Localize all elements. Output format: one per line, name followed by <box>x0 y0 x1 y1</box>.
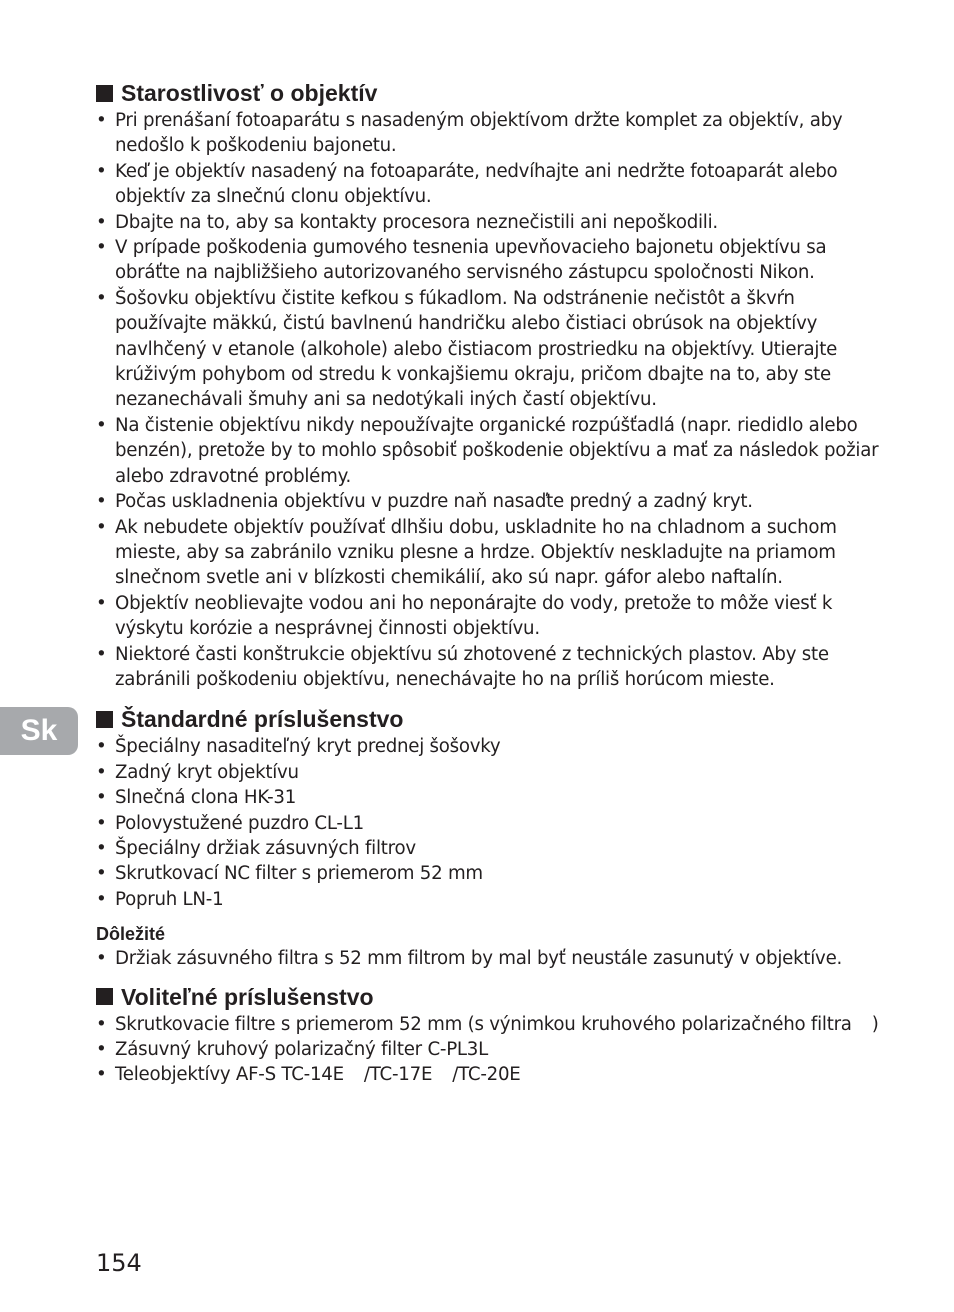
list-item-text-end: ) <box>871 1013 879 1035</box>
list-item: • Slnečná clona HK-31 <box>96 785 886 810</box>
list-item <box>96 1037 886 1062</box>
list-item: • Skrutkovací NC filter s priemerom 52 mm <box>96 861 886 886</box>
important-note-title: Dôležité <box>96 924 166 945</box>
list-item: • Špeciálny držiak zásuvných filtrov <box>96 836 886 861</box>
list-item: • Objektív neoblievajte vodou ani ho neponárajte do vody, pretože to môže viesť k výskytu korózie a nesprávnej činnosti objektívu. <box>96 591 886 642</box>
language-tab: Sk <box>0 707 78 755</box>
list-item <box>96 1062 886 1087</box>
section-title-text: Starostlivosť o objektív <box>121 80 378 106</box>
important-note-list <box>96 946 886 971</box>
list-item: • Pri prenášaní fotoaparátu s nasadeným objektívom držte komplet za objektív, aby nedošlo k poškodeniu bajonetu. <box>96 108 886 159</box>
care-list <box>96 108 886 692</box>
list-item: • Popruh LN-1 <box>96 887 886 912</box>
list-item: • Počas uskladnenia objektívu v puzdre naň nasaďte predný a zadný kryt. <box>96 489 886 514</box>
list-item-text: Skrutkovacie filtre s priemerom 52 mm (s výnimkou kruhového polarizačného filtra <box>115 1013 852 1035</box>
standard-accessories-list <box>96 734 886 912</box>
list-item <box>96 1012 886 1037</box>
list-item: • Ak nebudete objektív používať dlhšiu dobu, uskladnite ho na chladnom a suchom mieste, aby sa zabránilo vzniku plesne a hrdze. Objektív neskladujte na priamom slnečnom svetle ani v blízkosti chemikálií, ako sú napr. gáfor alebo naftalín. <box>96 515 886 591</box>
section-title-standard-accessories <box>96 704 886 734</box>
page-number: 154 <box>96 1249 142 1277</box>
section-title-optional-accessories <box>96 982 886 1012</box>
list-item-text: Teleobjektívy AF-S TC-14E <box>115 1064 344 1086</box>
list-item-text: Zásuvný kruhový polarizačný filter C-PL3L <box>115 1039 489 1060</box>
page-content <box>96 78 886 1088</box>
list-item: • Šošovku objektívu čistite kefkou s fúkadlom. Na odstránenie nečistôt a škvŕn používajte mäkkú, čistú bavlnenú handričku alebo čistiaci obrúsok na objektívy navlhčený v etanole (alkohole) alebo čistiacom prostriedku na objektívy. Utierajte krúživým pohybom od stredu k vonkajšiemu okraju, pričom dbajte na to, aby ste nezanechávali šmuhy ani sa nedotýkali iných častí objektívu. <box>96 286 886 413</box>
square-bullet-icon <box>96 711 113 728</box>
list-item: • Niektoré časti konštrukcie objektívu sú zhotovené z technických plastov. Aby ste zabránili poškodeniu objektívu, nenechávajte ho na príliš horúcom mieste. <box>96 642 886 693</box>
list-item: • Špeciálny nasaditeľný kryt prednej šošovky <box>96 734 886 759</box>
list-item: • Polovystužené puzdro CL-L1 <box>96 811 886 836</box>
section-title-text: Voliteľné príslušenstvo <box>121 983 374 1010</box>
list-item: • Dbajte na to, aby sa kontakty procesora neznečistili ani nepoškodili. <box>96 210 886 235</box>
list-item: • Držiak zásuvného filtra s 52 mm filtrom by mal byť neustále zasunutý v objektíve. <box>96 946 886 971</box>
section-title-text: Štandardné príslušenstvo <box>121 706 404 733</box>
list-item: • Zadný kryt objektívu <box>96 760 886 785</box>
square-bullet-icon <box>96 988 113 1005</box>
list-item-text-tc20: /TC-20E <box>452 1064 521 1086</box>
list-item-text-tc17: /TC-17E <box>363 1064 433 1086</box>
list-item: • Na čistenie objektívu nikdy nepoužívajte organické rozpúšťadlá (napr. riedidlo alebo benzén), pretože by to mohlo spôsobiť poškodenie objektívu a mať za následok požiar alebo zdravotné problémy. <box>96 413 886 489</box>
list-item: • V prípade poškodenia gumového tesnenia upevňovacieho bajonetu objektívu sa obráťte na najbližšieho autorizovaného servisného zástupcu spoločnosti Nikon. <box>96 235 886 286</box>
optional-accessories-list <box>96 1012 886 1088</box>
section-title-care <box>96 78 886 108</box>
square-bullet-icon <box>96 85 113 102</box>
list-item: • Keď je objektív nasadený na fotoaparáte, nedvíhajte ani nedržte fotoaparát alebo objektív za slnečnú clonu objektívu. <box>96 159 886 210</box>
